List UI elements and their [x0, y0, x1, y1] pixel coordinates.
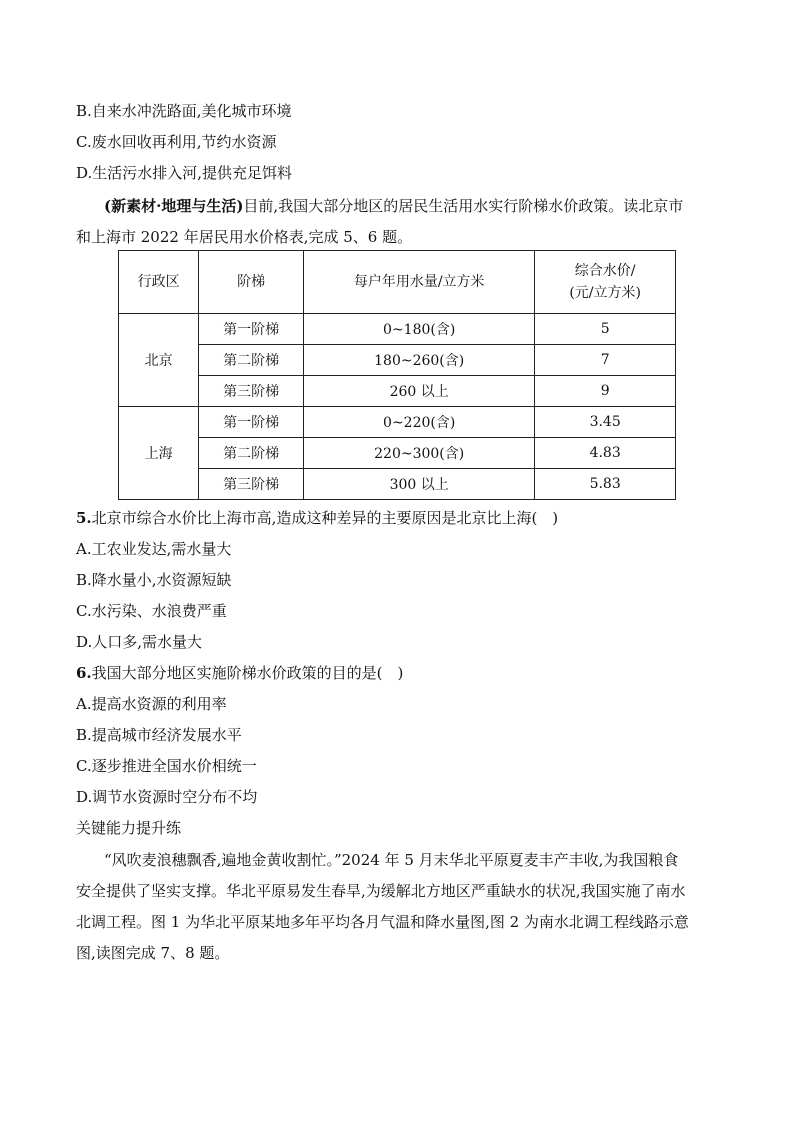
header-tier: 阶梯 — [199, 251, 304, 314]
table-header-row — [119, 251, 676, 314]
material-text-1: 目前,我国大部分地区的居民生活用水实行阶梯水价政策。读北京市 — [243, 197, 684, 215]
option-d-q5: D.人口多,需水量大 — [76, 633, 203, 651]
usage-cell: 180~260(含) — [304, 345, 535, 376]
material-tag: (新素材·地理与生活) — [104, 197, 244, 215]
region-cell: 上海 — [119, 407, 199, 500]
table-row — [119, 314, 676, 345]
question-6-number: 6. — [76, 664, 92, 682]
tier-cell: 第三阶梯 — [199, 376, 304, 407]
option-d-q4: D.生活污水排入河,提供充足饵料 — [76, 164, 293, 182]
usage-cell: 0~180(含) — [304, 314, 535, 345]
material-intro-line2: 和上海市 2022 年居民用水价格表,完成 5、6 题。 — [76, 228, 413, 246]
header-usage: 每户年用水量/立方米 — [304, 251, 535, 314]
usage-cell: 220~300(含) — [304, 438, 535, 469]
passage-line-1: “风吹麦浪穗飘香,遍地金黄收割忙。”2024 年 5 月末华北平原夏麦丰产丰收,为我国粮食 — [104, 851, 679, 869]
material-intro-line1 — [104, 196, 683, 216]
tier-cell: 第一阶梯 — [199, 314, 304, 345]
question-5-number: 5. — [76, 509, 92, 527]
option-c-q6: C.逐步推进全国水价相统一 — [76, 757, 257, 775]
passage-line-2: 安全提供了坚实支撑。华北平原易发生春旱,为缓解北方地区严重缺水的状况,我国实施了南水 — [76, 882, 686, 900]
table-row — [119, 469, 676, 500]
tier-cell: 第二阶梯 — [199, 438, 304, 469]
price-cell: 4.83 — [535, 438, 676, 469]
option-b-q5: B.降水量小,水资源短缺 — [76, 571, 232, 589]
section-heading: 关键能力提升练 — [76, 819, 182, 837]
usage-cell: 300 以上 — [304, 469, 535, 500]
option-c-q4: C.废水回收再利用,节约水资源 — [76, 133, 277, 151]
region-cell: 北京 — [119, 314, 199, 407]
usage-cell: 260 以上 — [304, 376, 535, 407]
question-5-stem: 北京市综合水价比上海市高,造成这种差异的主要原因是北京比上海( ) — [91, 509, 559, 527]
price-cell: 5 — [535, 314, 676, 345]
question-6 — [76, 663, 403, 683]
water-price-table — [118, 250, 676, 500]
question-5 — [76, 508, 558, 528]
header-region: 行政区 — [119, 251, 199, 314]
option-d-q6: D.调节水资源时空分布不均 — [76, 788, 258, 806]
option-c-q5: C.水污染、水浪费严重 — [76, 602, 227, 620]
question-6-stem: 我国大部分地区实施阶梯水价政策的目的是( ) — [91, 664, 404, 682]
price-cell: 5.83 — [535, 469, 676, 500]
tier-cell: 第三阶梯 — [199, 469, 304, 500]
price-cell: 3.45 — [535, 407, 676, 438]
option-a-q5: A.工农业发达,需水量大 — [76, 540, 232, 558]
tier-cell: 第二阶梯 — [199, 345, 304, 376]
price-cell: 9 — [535, 376, 676, 407]
table-row — [119, 345, 676, 376]
option-b-q4: B.自来水冲洗路面,美化城市环境 — [76, 102, 292, 120]
price-cell: 7 — [535, 345, 676, 376]
usage-cell: 0~220(含) — [304, 407, 535, 438]
table-row — [119, 438, 676, 469]
tier-cell: 第一阶梯 — [199, 407, 304, 438]
header-price: 综合水价/ (元/立方米) — [535, 251, 676, 314]
passage-line-3: 北调工程。图 1 为华北平原某地多年平均各月气温和降水量图,图 2 为南水北调工程线路示意 — [76, 913, 689, 931]
option-b-q6: B.提高城市经济发展水平 — [76, 726, 242, 744]
passage-line-4: 图,读图完成 7、8 题。 — [76, 944, 230, 962]
table-row — [119, 407, 676, 438]
table-row — [119, 376, 676, 407]
option-a-q6: A.提高水资源的利用率 — [76, 695, 227, 713]
